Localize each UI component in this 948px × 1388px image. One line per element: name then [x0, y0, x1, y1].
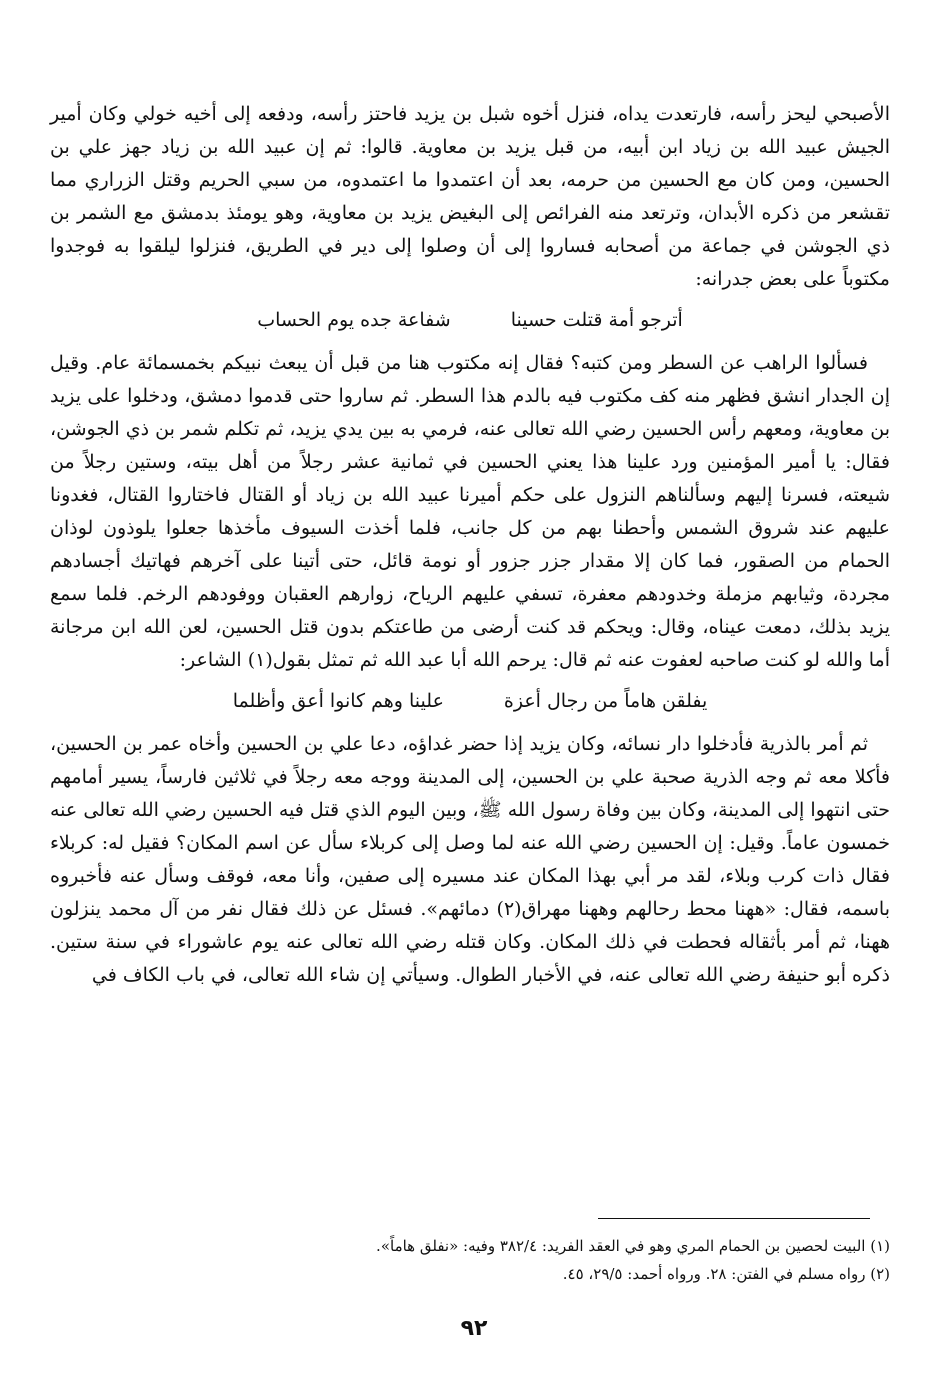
page-number: ٩٢	[460, 1316, 488, 1341]
footnote-1: (١) البيت لحصين بن الحمام المري وهو في العقد الفريد: ٣٨٢/٤ وفيه: «نفلق هاماً».	[376, 1237, 890, 1255]
verse-1-first-hemistich: أترجو أمة قتلت حسينا	[510, 309, 683, 331]
footnotes	[60, 1232, 890, 1288]
verse-1-second-hemistich: شفاعة جده يوم الحساب	[257, 309, 451, 331]
paragraph-2: فسألوا الراهب عن السطر ومن كتبه؟ فقال إنه مكتوب هنا من قبل أن يبعث نبيكم بخمسمائة عام. وقيل إن الجدار انشق فظهر منه كف مكتوب فيه بالدم هذا السطر. ثم ساروا حتى قدموا دمشق، ودخلوا على يزيد بن معاوية، ومعهم رأس الحسين رضي الله تعالى عنه، فرمي به بين يدي يزيد، ثم تكلم شمر بن ذي الجوشن، فقال: يا أمير المؤمنين ورد علينا هذا يعني الحسين في ثمانية عشر رجلاً من أهل بيته، وستين رجلاً من شيعته، فسرنا إليهم وسألناهم النزول على حكم أميرنا عبيد الله بن زياد أو القتال فاختاروا القتال، فغدونا عليهم عند شروق الشمس وأحطنا بهم من كل جانب، فلما أخذت السيوف مأخذها جعلوا يلوذون لوذان الحمام من الصقور، فما كان إلا مقدار جزر جزور أو نومة قائل، حتى أتينا على آخرهم فهاتيك أجسادهم مجردة، وثيابهم مزملة وخدودهم معفرة، تسفي عليهم الرياح، زوارهم العقبان ووفودهم الرخم. فلما سمع يزيد بذلك، دمعت عيناه، وقال: ويحكم قد كنت أرضى من طاعتكم بدون قتل الحسين، لعن الله ابن مرجانة أما والله لو كنت صاحبه لعفوت عنه ثم قال: يرحم الله أبا عبد الله ثم تمثل بقول(١) الشاعر:	[50, 352, 890, 671]
verse-2-first-hemistich: يفلقن هاماً من رجال أعزة	[503, 690, 708, 712]
footnote-divider	[598, 1218, 870, 1219]
poetry-verse-2	[50, 685, 890, 718]
verse-2-second-hemistich: علينا وهم كانوا أعق وأظلما	[232, 690, 444, 712]
paragraph-1: الأصبحي ليحز رأسه، فارتعدت يداه، فنزل أخوه شبل بن يزيد فاحتز رأسه، ودفعه إلى أخيه خولي وكان أمير الجيش عبيد الله بن زياد ابن أبيه، من قبل يزيد بن معاوية. قالوا: ثم إن عبيد الله بن زياد جهز علي بن الحسين، ومن كان مع الحسين من حرمه، بعد أن اعتمدوا ما اعتمدوه، من سبي الحريم وقتل الزراري مما تقشعر من ذكره الأبدان، وترتعد منه الفرائص إلى البغيض يزيد بن معاوية، وهو يومئذ بدمشق مع الشمر بن ذي الجوشن في جماعة من أصحابه فساروا إلى أن وصلوا إلى دير في الطريق، فنزلوا ليلقوا به فوجدوا مكتوباً على بعض جدرانه:	[50, 103, 890, 290]
footnote-2: (٢) رواه مسلم في الفتن: ٢٨. ورواه أحمد: ٢٩/٥، ٤٥.	[562, 1265, 890, 1283]
paragraph-3: ثم أمر بالذرية فأدخلوا دار نسائه، وكان يزيد إذا حضر غداؤه، دعا علي بن الحسين وأخاه عمر بن الحسين، فأكلا معه ثم وجه الذرية صحبة علي بن الحسين، إلى المدينة ووجه معه رجلاً في ثلاثين فارساً، يسير أمامهم حتى انتهوا إلى المدينة، وكان بين وفاة رسول الله ﷺ، وبين اليوم الذي قتل فيه الحسين رضي الله تعالى عنه خمسون عاماً. وقيل: إن الحسين رضي الله عنه لما وصل إلى كربلاء سأل عن اسم المكان؟ فقيل له: كربلاء فقال ذات كرب وبلاء، لقد مر أبي بهذا المكان عند مسيره إلى صفين، وأنا معه، فوقف وسأل عنه فأخبروه باسمه، فقال: «ههنا محط رحالهم وههنا مهراق(٢) دمائهم». فسئل عن ذلك فقال نفر من آل محمد ينزلون ههنا، ثم أمر بأثقاله فحطت في ذلك المكان. وكان قتله رضي الله تعالى عنه يوم عاشوراء في سنة ستين. ذكره أبو حنيفة رضي الله تعالى عنه، في الأخبار الطوال. وسيأتي إن شاء الله تعالى، في باب الكاف في	[50, 733, 890, 986]
poetry-verse-1	[50, 304, 890, 337]
main-text	[50, 98, 890, 992]
